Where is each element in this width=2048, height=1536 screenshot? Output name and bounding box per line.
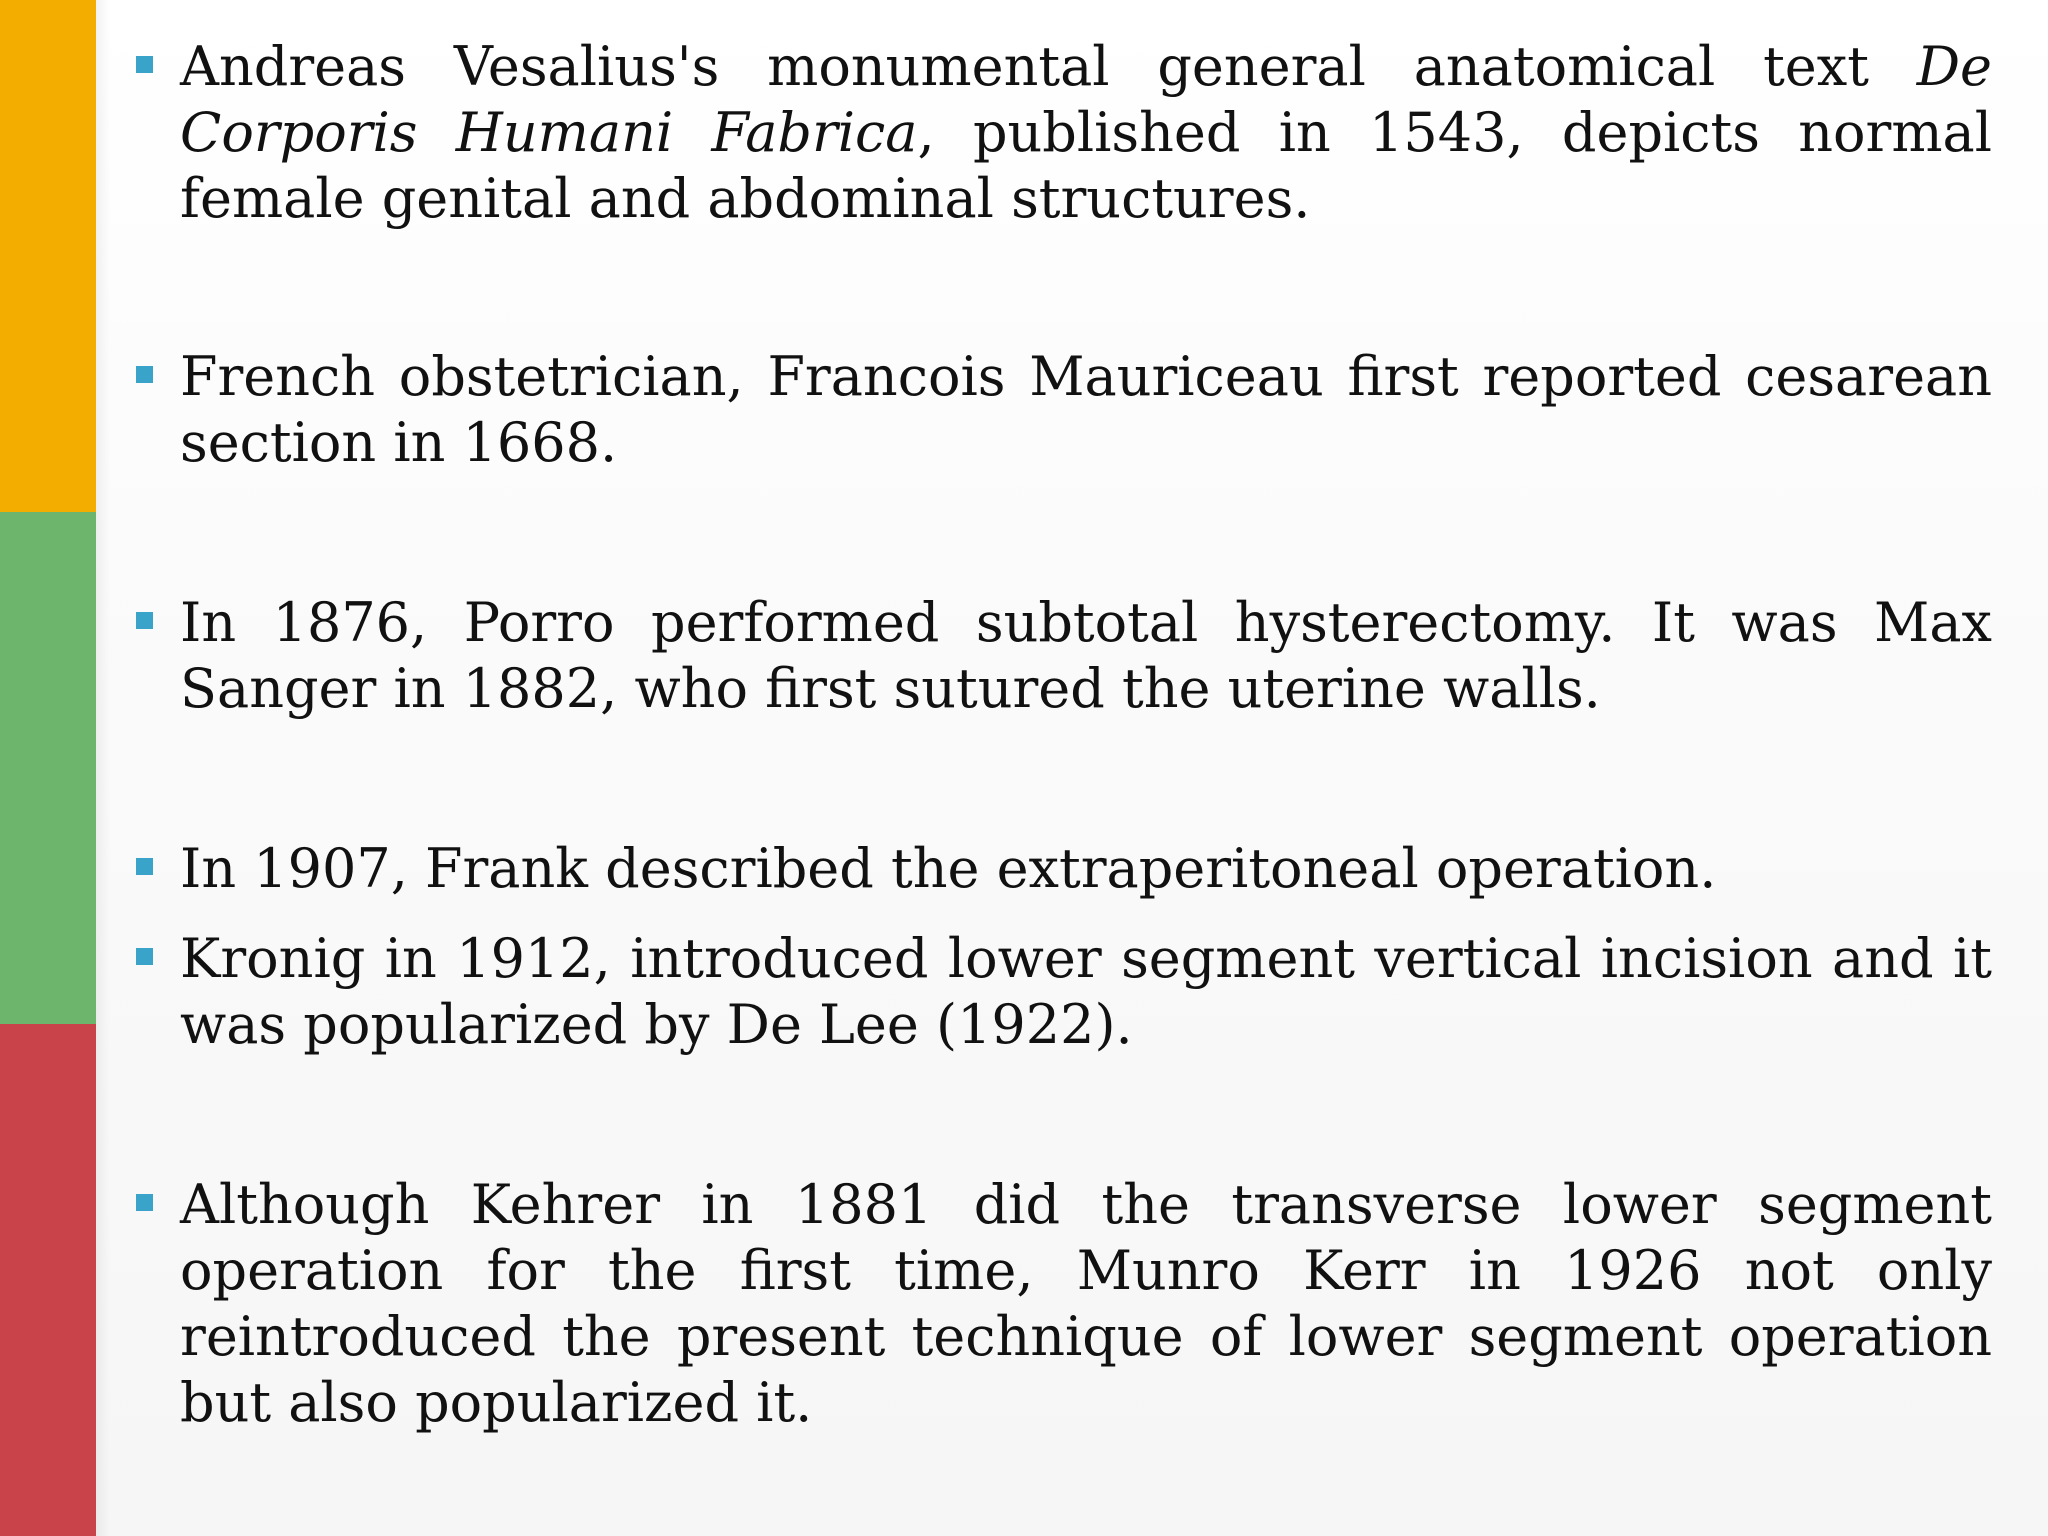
bullet-text: In 1907, Frank described the extraperitoneal operation. bbox=[180, 837, 1717, 900]
band-middle-green bbox=[0, 512, 96, 1024]
bullet-item-mauriceau bbox=[130, 344, 1992, 476]
bullet-text: Although Kehrer in 1881 did the transverse lower segment operation for the first time, Munro Kerr in 1926 not only reintroduced the present technique of lower segment operation but also popularized it. bbox=[180, 1173, 1992, 1434]
bullet-square-icon bbox=[136, 56, 153, 73]
bullet-square-icon bbox=[136, 858, 153, 875]
bullet-square-icon bbox=[136, 366, 153, 383]
bullet-item-vesalius bbox=[130, 34, 1992, 232]
band-top-yellow bbox=[0, 0, 96, 512]
side-color-bands bbox=[0, 0, 96, 1536]
bullet-item-porro-sanger bbox=[130, 590, 1992, 722]
bullet-square-icon bbox=[136, 612, 153, 629]
bullet-text: Andreas Vesalius's monumental general anatomical text De Corporis Humani Fabrica, published in 1543, depicts normal female genital and abdominal structures. bbox=[180, 35, 1993, 230]
bullet-item-kronig bbox=[130, 926, 1992, 1058]
band-shadow bbox=[96, 0, 110, 1536]
bullet-text: In 1876, Porro performed subtotal hysterectomy. It was Max Sanger in 1882, who first sutured the uterine walls. bbox=[180, 591, 1992, 720]
bullet-square-icon bbox=[136, 948, 153, 965]
bullet-item-frank bbox=[130, 836, 1992, 902]
bullet-text: French obstetrician, Francois Mauriceau first reported cesarean section in 1668. bbox=[180, 345, 1992, 474]
bullet-item-kehrer-kerr bbox=[130, 1172, 1992, 1436]
bullet-square-icon bbox=[136, 1194, 153, 1211]
bullet-text: Kronig in 1912, introduced lower segment vertical incision and it was popularized by De Lee (1922). bbox=[180, 927, 1992, 1056]
band-bottom-red bbox=[0, 1024, 96, 1536]
